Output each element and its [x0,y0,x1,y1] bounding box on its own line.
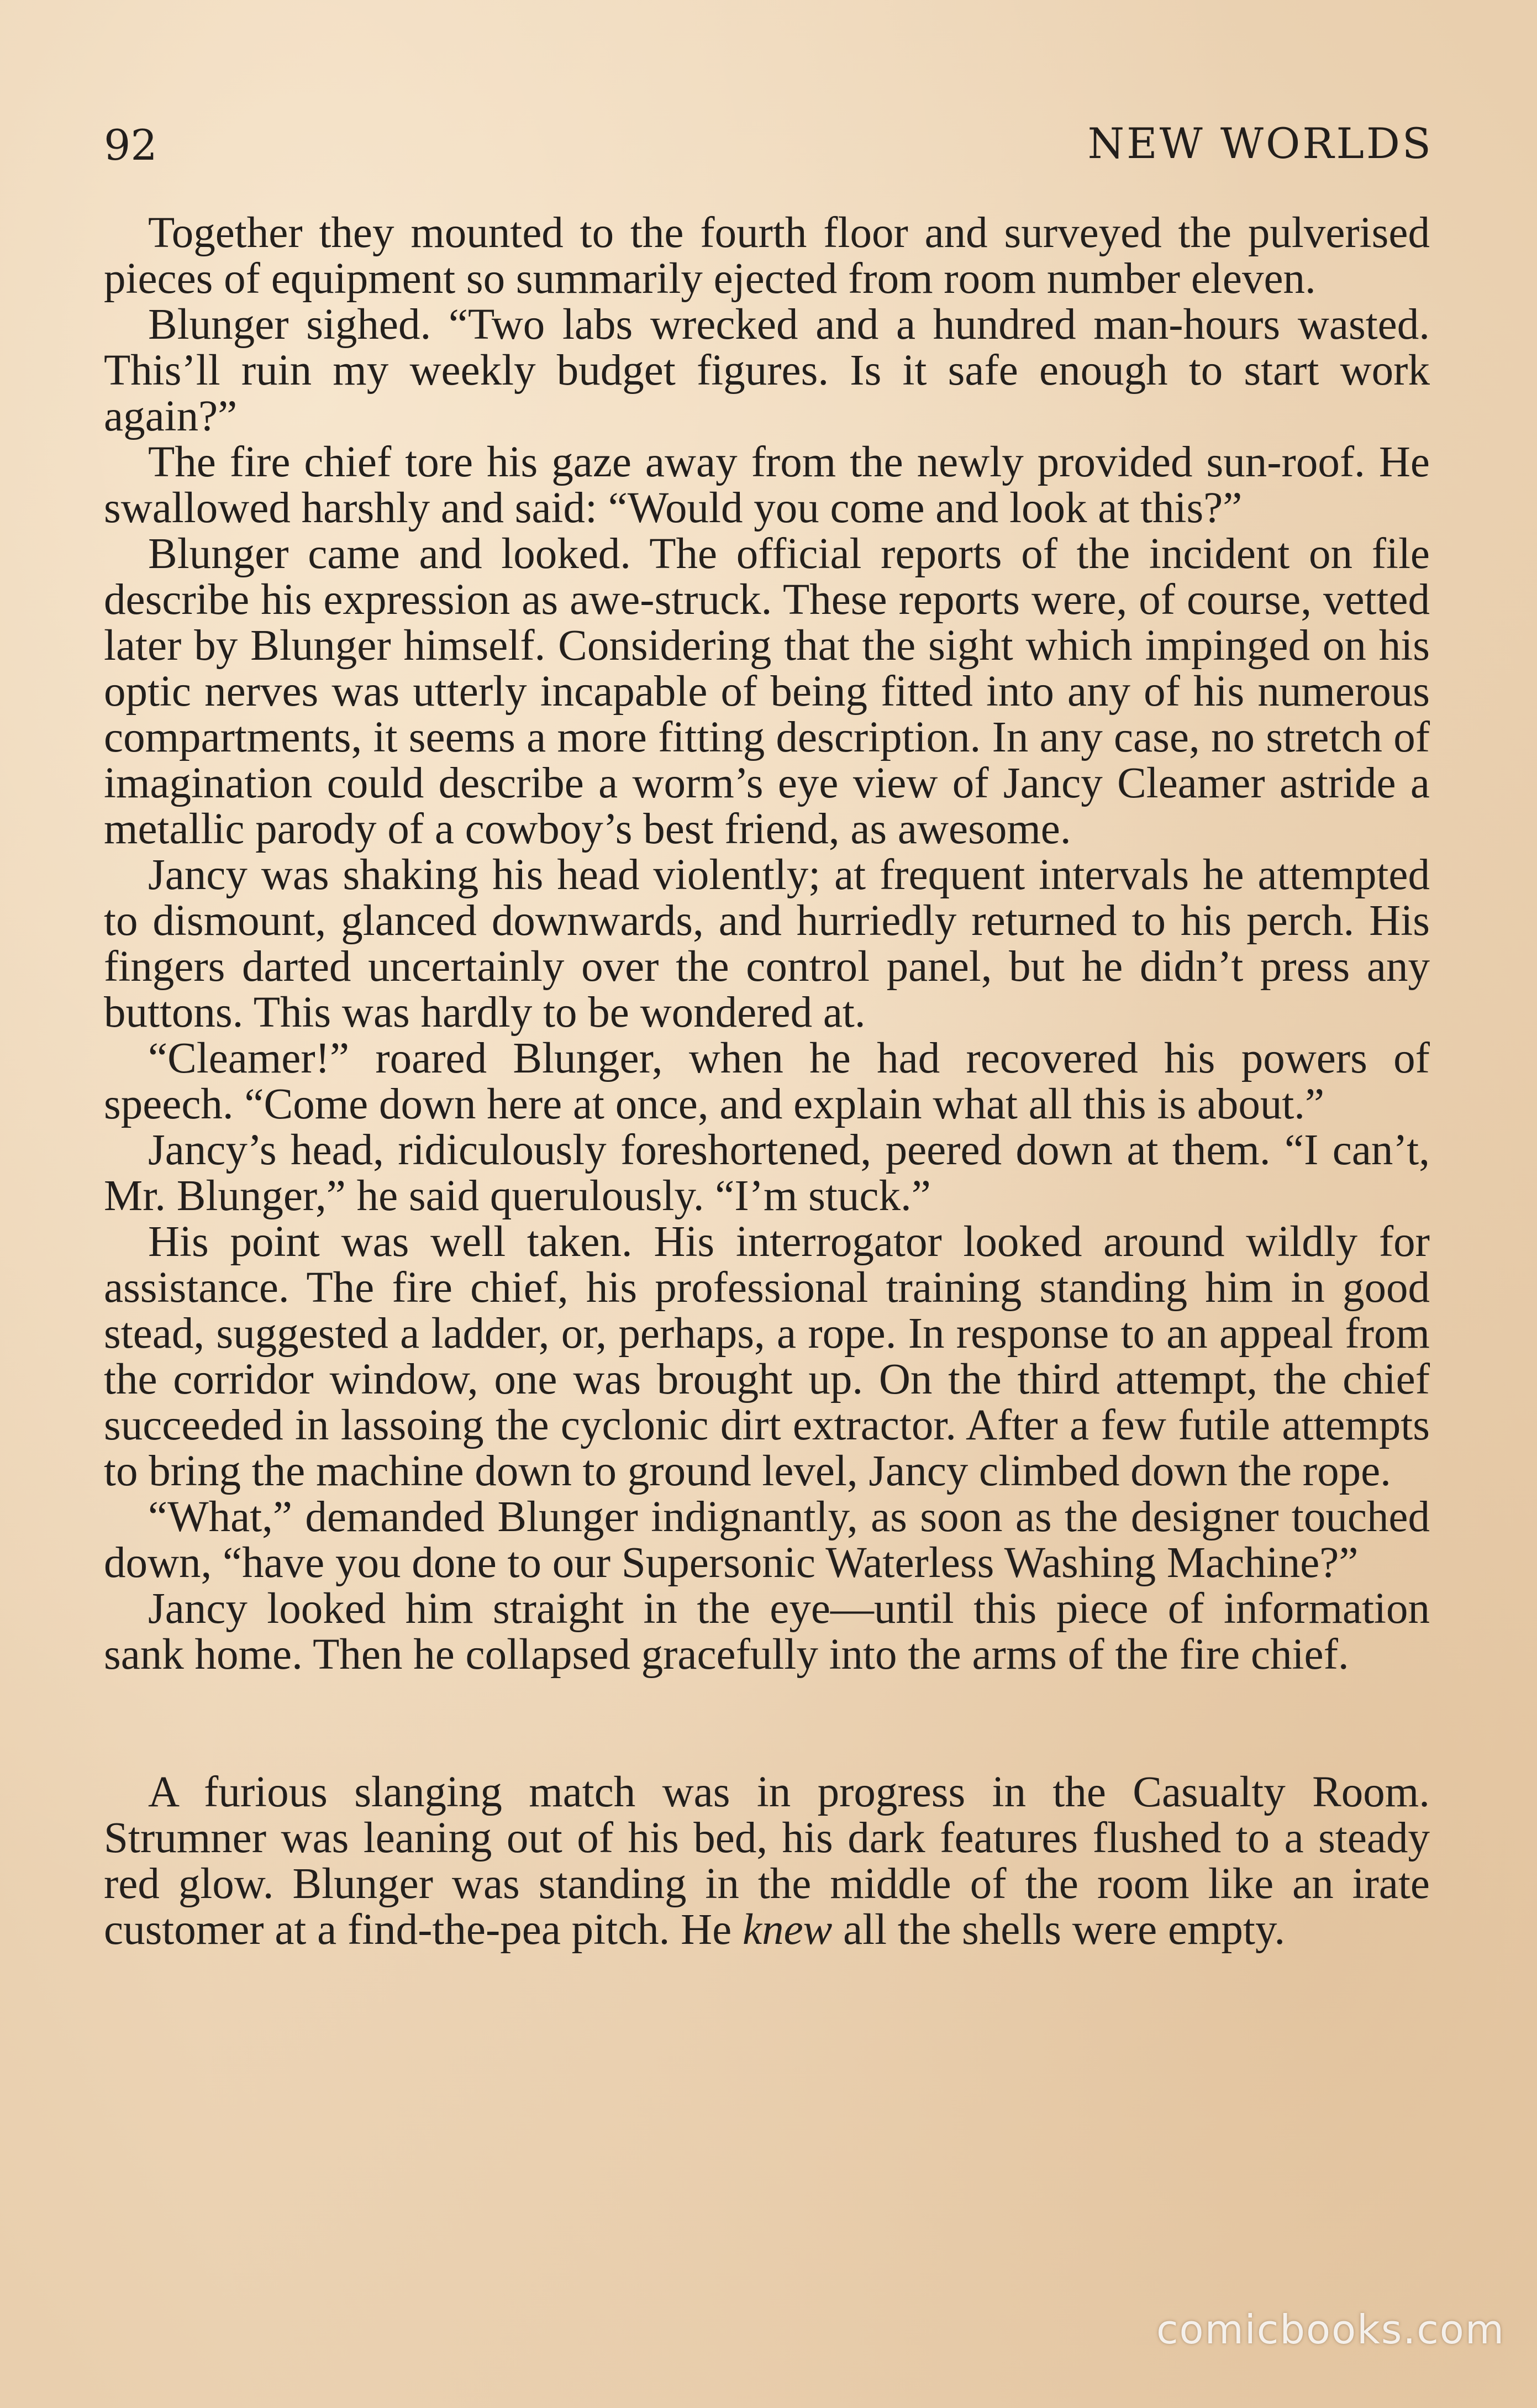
section-break [104,1678,1430,1769]
watermark: comicbooks.com [1156,2306,1505,2353]
body-text [104,210,1430,1953]
paragraph: Together they mounted to the fourth floor and surveyed the pulverised pieces of equipment so summarily ejected from room number eleven. [104,209,1430,303]
emphasis-text: knew [743,1906,833,1954]
paragraph-text: A furious slanging match was in progress in the Casualty Room. Strumner was leaning out of his bed, his dark features flushed to a steady red glow. Blunger was standing in the middle of the room like an irate customer at a find-the-pea pitch. He [104,1768,1430,1954]
running-head: NEW WORLDS [1087,119,1433,168]
paragraph: Jancy’s head, ridiculously foreshortened, peered down at them. “I can’t, Mr. Blunger,” he said querulously. “I’m stuck.” [104,1126,1430,1220]
paragraph: Jancy looked him straight in the eye—until this piece of information sank home. Then he collapsed gracefully into the arms of the fire chief. [104,1585,1430,1679]
paragraph: “Cleamer!” roared Blunger, when he had recovered his powers of speech. “Come down here at once, and explain what all this is about.” [104,1034,1430,1128]
paragraph-text: all the shells were empty. [832,1906,1286,1954]
page-number: 92 [104,120,157,170]
paragraph: “What,” demanded Blunger indignantly, as soon as the designer touched down, “have you done to our Supersonic Waterless Washing Machine?” [104,1493,1430,1587]
paragraph: Jancy was shaking his head violently; at frequent intervals he attempted to dismount, glanced downwards, and hurriedly returned to his perch. His fingers darted uncertainly over the control panel, but he didn’t press any buttons. This was hardly to be wondered at. [104,851,1430,1037]
paragraph: The fire chief tore his gaze away from the newly provided sun-roof. He swallowed harshly and said: “Would you come and look at this?” [104,438,1430,532]
paragraph-section-two [104,1769,1430,1953]
paragraph: His point was well taken. His interrogator looked around wildly for assistance. The fire chief, his professional training standing him in good stead, suggested a ladder, or, perhaps, a rope. In response to an appeal from the corridor window, one was brought up. On the third attempt, the chief succeeded in lassoing the cyclonic dirt extractor. After a few futile attempts to bring the machine down to ground level, Jancy climbed down the rope. [104,1218,1430,1495]
paragraph: Blunger sighed. “Two labs wrecked and a hundred man-hours wasted. This’ll ruin my weekly budget figures. Is it safe enough to start work again?” [104,301,1430,440]
paragraph: Blunger came and looked. The official reports of the incident on file describe his expression as awe-struck. These reports were, of course, vetted later by Blunger himself. Considering that the sight which impinged on his optic nerves was utterly incapable of being fitted into any of his numerous compartments, it seems a more fitting description. In any case, no stretch of imagination could describe a worm’s eye view of Jancy Cleamer astride a metallic parody of a cowboy’s best friend, as awesome. [104,530,1430,853]
